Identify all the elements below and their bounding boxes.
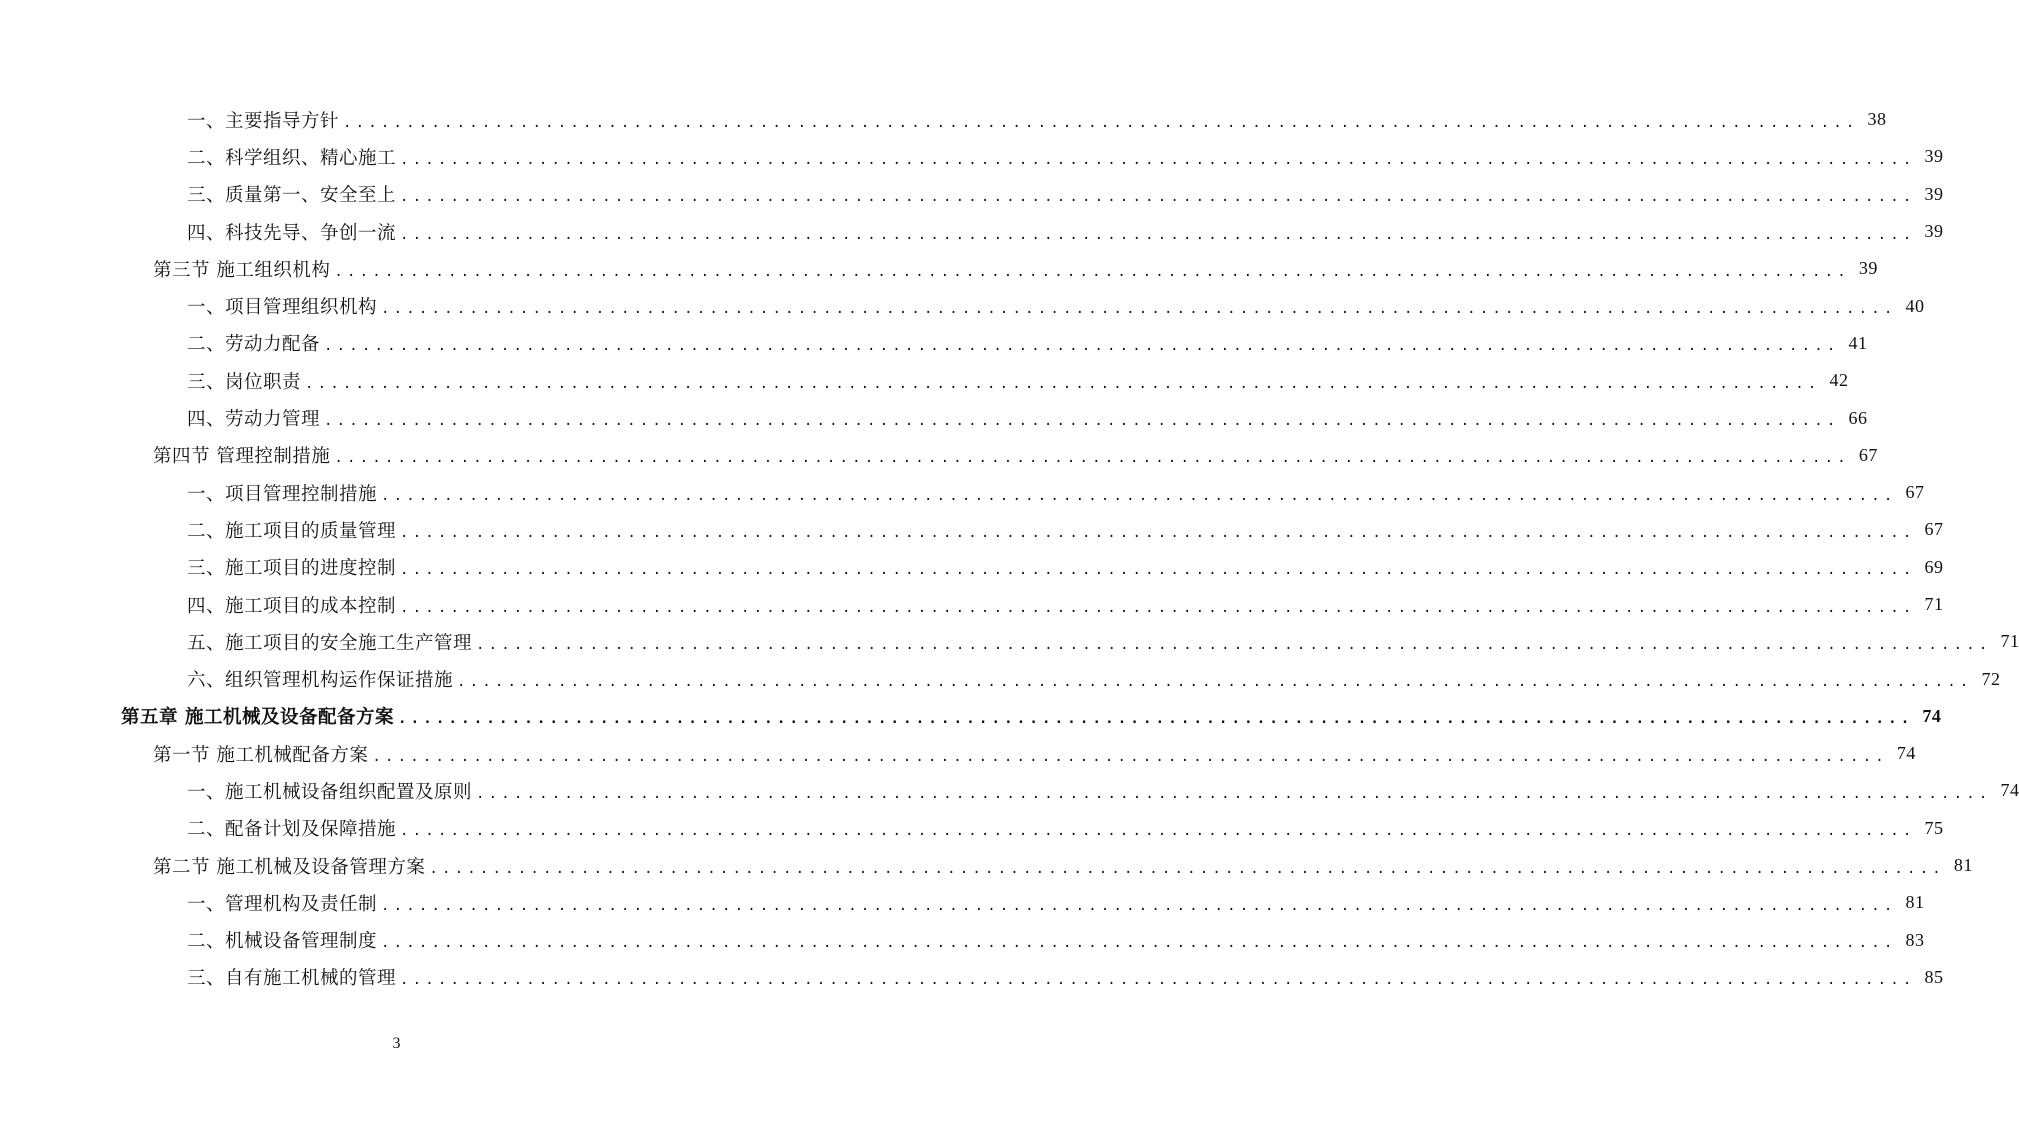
toc-entry-page: 71 (1924, 594, 1944, 614)
toc-dot-leader: ........................................................................................................................ (324, 413, 1840, 430)
toc-entry-page: 75 (1924, 817, 1944, 838)
toc-entry-title: 二、配备计划及保障措施 (187, 819, 397, 841)
toc-dot-leader: ........................................................................................................................ (381, 301, 1897, 318)
toc-entry[interactable] (0, 586, 1944, 623)
toc-entry-title: 一、主要指导方针 (187, 110, 340, 132)
toc-entry[interactable] (0, 213, 1944, 250)
toc-entry[interactable] (0, 884, 1925, 921)
toc-entry-page: 39 (1858, 258, 1878, 279)
toc-entry-page: 66 (1848, 407, 1868, 428)
toc-entry-title: 四、科技先导、争创一流 (187, 222, 397, 244)
toc-entry[interactable] (0, 959, 1944, 996)
toc-dot-leader: ........................................................................................................................ (334, 263, 1850, 280)
toc-dot-leader: ........................................................................................................................ (400, 599, 1916, 616)
toc-entry-page: 67 (1905, 482, 1925, 503)
toc-entry-title: 四、施工项目的成本控制 (187, 595, 397, 617)
toc-entry[interactable] (0, 549, 1944, 586)
toc-dot-leader: ........................................................................................................................ (400, 562, 1916, 579)
toc-entry-page: 41 (1848, 332, 1868, 353)
toc-entry-page: 85 (1924, 966, 1944, 987)
toc-entry-title: 二、科学组织、精心施工 (187, 147, 397, 169)
toc-entry-page: 69 (1924, 556, 1944, 577)
toc-dot-leader: ........................................................................................................................ (476, 785, 1992, 802)
toc-dot-leader: ........................................................................................................................ (381, 935, 1897, 952)
toc-entry[interactable] (0, 325, 1868, 362)
table-of-contents (0, 101, 2019, 996)
toc-entry[interactable] (0, 362, 1849, 399)
toc-entry-page: 39 (1924, 221, 1944, 242)
toc-entry-title: 一、施工机械设备组织配置及原则 (187, 781, 473, 803)
toc-entry[interactable] (0, 250, 1878, 287)
toc-dot-leader: ........................................................................................................................ (400, 972, 1916, 989)
toc-entry-title: 五、施工项目的安全施工生产管理 (187, 632, 473, 654)
toc-dot-leader: ........................................................................................................................ (381, 897, 1897, 914)
toc-entry-title: 第一节 施工机械配备方案 (153, 744, 369, 766)
toc-entry[interactable] (0, 922, 1925, 959)
toc-entry-title: 二、施工项目的质量管理 (187, 520, 397, 542)
toc-entry-page: 81 (1953, 855, 1973, 876)
toc-entry-page: 74 (1922, 705, 1942, 726)
toc-dot-leader: ........................................................................................................................ (305, 375, 1821, 392)
toc-entry-page: 74 (2000, 780, 2019, 801)
toc-entry-title: 二、机械设备管理制度 (187, 931, 378, 953)
toc-entry-page: 38 (1867, 109, 1887, 130)
toc-entry-page: 42 (1829, 370, 1849, 391)
toc-dot-leader: ........................................................................................................................ (397, 711, 1914, 728)
toc-entry[interactable] (0, 474, 1925, 511)
toc-entry[interactable] (0, 176, 1944, 213)
toc-dot-leader: ........................................................................................................................ (372, 748, 1888, 765)
toc-entry[interactable] (0, 623, 2019, 660)
toc-dot-leader: ........................................................................................................................ (476, 636, 1992, 653)
toc-dot-leader: ........................................................................................................................ (400, 524, 1916, 541)
toc-entry-page: 40 (1905, 295, 1925, 316)
toc-entry-title: 四、劳动力管理 (187, 409, 321, 431)
toc-dot-leader: ........................................................................................................................ (457, 674, 1973, 691)
toc-entry-title: 第二节 施工机械及设备管理方案 (153, 856, 426, 878)
toc-entry-title: 二、劳动力配备 (187, 334, 321, 356)
toc-entry[interactable] (0, 511, 1944, 548)
toc-entry-page: 67 (1858, 444, 1878, 465)
toc-entry-title: 第三节 施工组织机构 (153, 259, 331, 281)
toc-entry-title: 六、组织管理机构运作保证措施 (187, 670, 454, 692)
toc-entry[interactable] (0, 287, 1925, 324)
toc-entry[interactable] (0, 772, 2019, 809)
toc-entry[interactable] (0, 138, 1944, 175)
toc-entry-title: 三、自有施工机械的管理 (187, 968, 397, 990)
toc-dot-leader: ........................................................................................................................ (343, 114, 1859, 131)
toc-entry[interactable] (0, 698, 1942, 735)
toc-entry[interactable] (0, 847, 1973, 884)
toc-entry-page: 81 (1905, 892, 1925, 913)
toc-entry-page: 83 (1905, 929, 1925, 950)
toc-entry-title: 三、质量第一、安全至上 (187, 185, 397, 207)
toc-dot-leader: ........................................................................................................................ (400, 151, 1916, 168)
toc-dot-leader: ........................................................................................................................ (400, 823, 1916, 840)
toc-dot-leader: ........................................................................................................................ (334, 450, 1850, 467)
toc-entry[interactable] (0, 399, 1868, 436)
toc-entry[interactable] (0, 437, 1878, 474)
toc-entry[interactable] (0, 810, 1944, 847)
toc-entry-title: 一、项目管理组织机构 (187, 297, 378, 319)
toc-entry-page: 67 (1924, 519, 1944, 540)
toc-dot-leader: ........................................................................................................................ (429, 860, 1945, 877)
page-number: 3 (392, 1035, 401, 1052)
toc-entry-title: 一、管理机构及责任制 (187, 893, 378, 915)
toc-entry-title: 三、施工项目的进度控制 (187, 558, 397, 580)
toc-entry-title: 第四节 管理控制措施 (153, 446, 331, 468)
toc-entry-page: 71 (2000, 631, 2019, 652)
toc-entry-page: 39 (1924, 183, 1944, 204)
toc-entry-page: 72 (1981, 668, 2001, 689)
toc-entry-page: 39 (1924, 146, 1944, 167)
toc-entry-title: 三、岗位职责 (187, 371, 302, 393)
toc-entry-title: 第五章 施工机械及设备配备方案 (121, 707, 394, 729)
toc-dot-leader: ........................................................................................................................ (400, 226, 1916, 243)
toc-dot-leader: ........................................................................................................................ (324, 338, 1840, 355)
toc-dot-leader: ........................................................................................................................ (400, 189, 1916, 206)
toc-entry-page: 74 (1896, 743, 1916, 764)
toc-entry[interactable] (0, 660, 2001, 697)
toc-entry-title: 一、项目管理控制措施 (187, 483, 378, 505)
toc-entry[interactable] (0, 101, 1887, 138)
toc-dot-leader: ........................................................................................................................ (381, 487, 1897, 504)
toc-entry[interactable] (0, 735, 1916, 772)
